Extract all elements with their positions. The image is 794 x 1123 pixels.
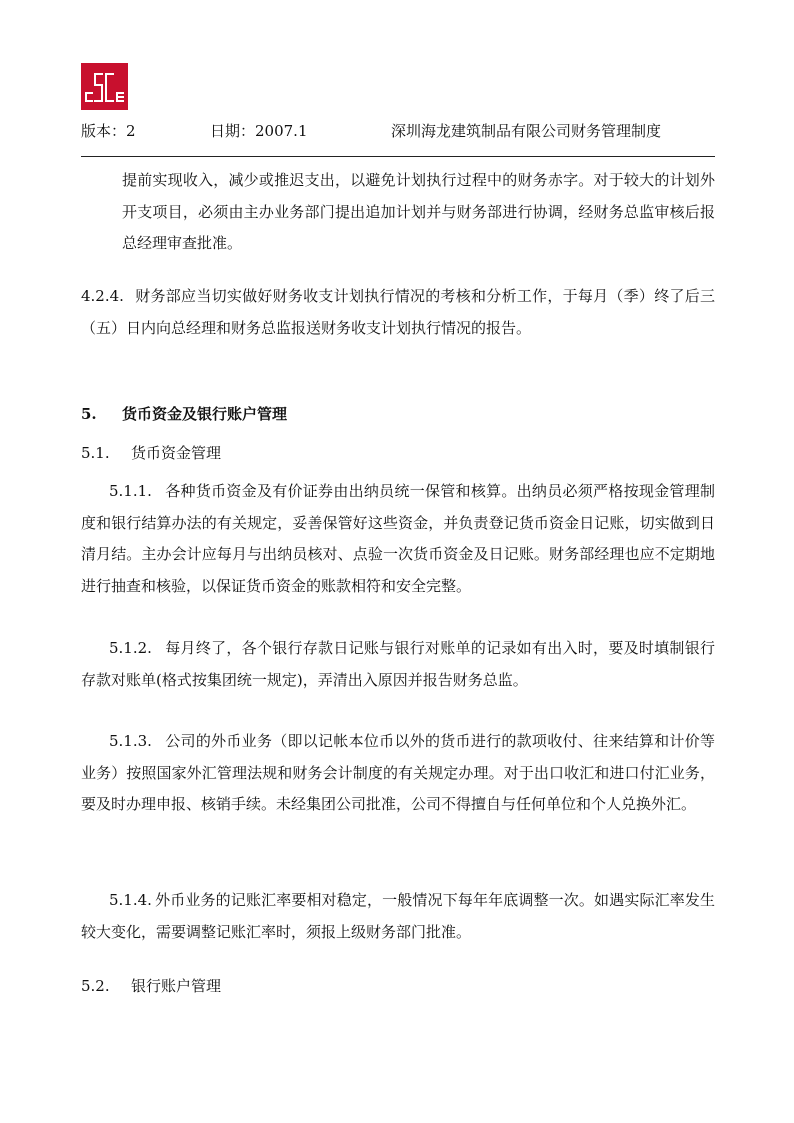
section-title: 货币资金管理 <box>131 444 222 462</box>
clause-number: 5.1.2. <box>109 639 152 657</box>
paragraph-continued: 提前实现收入，减少或推迟支出，以避免计划执行过程中的财务赤字。对于较大的计划外开支项目，必须由主办业务部门提出追加计划并与财务部进行协调，经财务总监审核后报总经理审查批准。 <box>122 171 715 252</box>
clause-text: 财务部应当切实做好财务收支计划执行情况的考核和分析工作，于每月（季）终了后三（五）日内向总经理和财务总监报送财务收支计划执行情况的报告。 <box>81 287 715 337</box>
date-label: 日期：2007.1 <box>210 122 308 140</box>
clause-text: 每月终了，各个银行存款日记账与银行对账单的记录如有出入时，要及时填制银行存款对账单(格式按集团统一规定)，弄清出入原因并报告财务总监。 <box>81 639 715 689</box>
paragraph-5-1-3 <box>81 726 715 821</box>
paragraph-4-2-4 <box>81 281 715 344</box>
document-title: 深圳海龙建筑制品有限公司财务管理制度 <box>391 122 662 140</box>
clause-number: 4.2.4. <box>81 287 124 305</box>
version-label: 版本：2 <box>81 122 136 140</box>
section-5-heading <box>81 401 287 427</box>
clause-number: 5.1.3. <box>109 732 152 750</box>
section-number: 5.1. <box>81 444 110 462</box>
paragraph-5-1-2 <box>81 633 715 696</box>
paragraph-5-1-1 <box>81 476 715 602</box>
page-header <box>81 118 715 144</box>
clause-number: 5.1.4. <box>109 891 152 909</box>
paragraph-5-1-4 <box>81 885 715 948</box>
clause-text: 各种货币资金及有价证券由出纳员统一保管和核算。出纳员必须严格按现金管理制度和银行结算办法的有关规定，妥善保管好这些资金，并负责登记货币资金日记账，切实做到日清月结。主办会计应每月与出纳员核对、点验一次货币资金及日记账。财务部经理也应不定期地进行抽查和核验，以保证货币资金的账款相符和安全完整。 <box>81 482 715 595</box>
csce-logo-icon <box>81 63 128 110</box>
clause-text: 外币业务的记账汇率要相对稳定，一般情况下每年年底调整一次。如遇实际汇率发生较大变化，需要调整记账汇率时，须报上级财务部门批准。 <box>81 891 715 941</box>
section-number: 5.2. <box>81 977 110 995</box>
company-logo <box>81 63 128 110</box>
section-title: 货币资金及银行账户管理 <box>122 405 288 423</box>
header-divider <box>81 156 715 157</box>
section-5-2-heading <box>81 973 221 999</box>
clause-number: 5.1.1. <box>109 482 152 500</box>
section-5-1-heading <box>81 440 221 466</box>
section-number: 5. <box>81 405 97 423</box>
section-title: 银行账户管理 <box>131 977 222 995</box>
clause-text: 公司的外币业务（即以记帐本位币以外的货币进行的款项收付、往来结算和计价等业务）按照国家外汇管理法规和财务会计制度的有关规定办理。对于出口收汇和进口付汇业务，要及时办理申报、核销手续。未经集团公司批准，公司不得擅自与任何单位和个人兑换外汇。 <box>81 732 715 813</box>
